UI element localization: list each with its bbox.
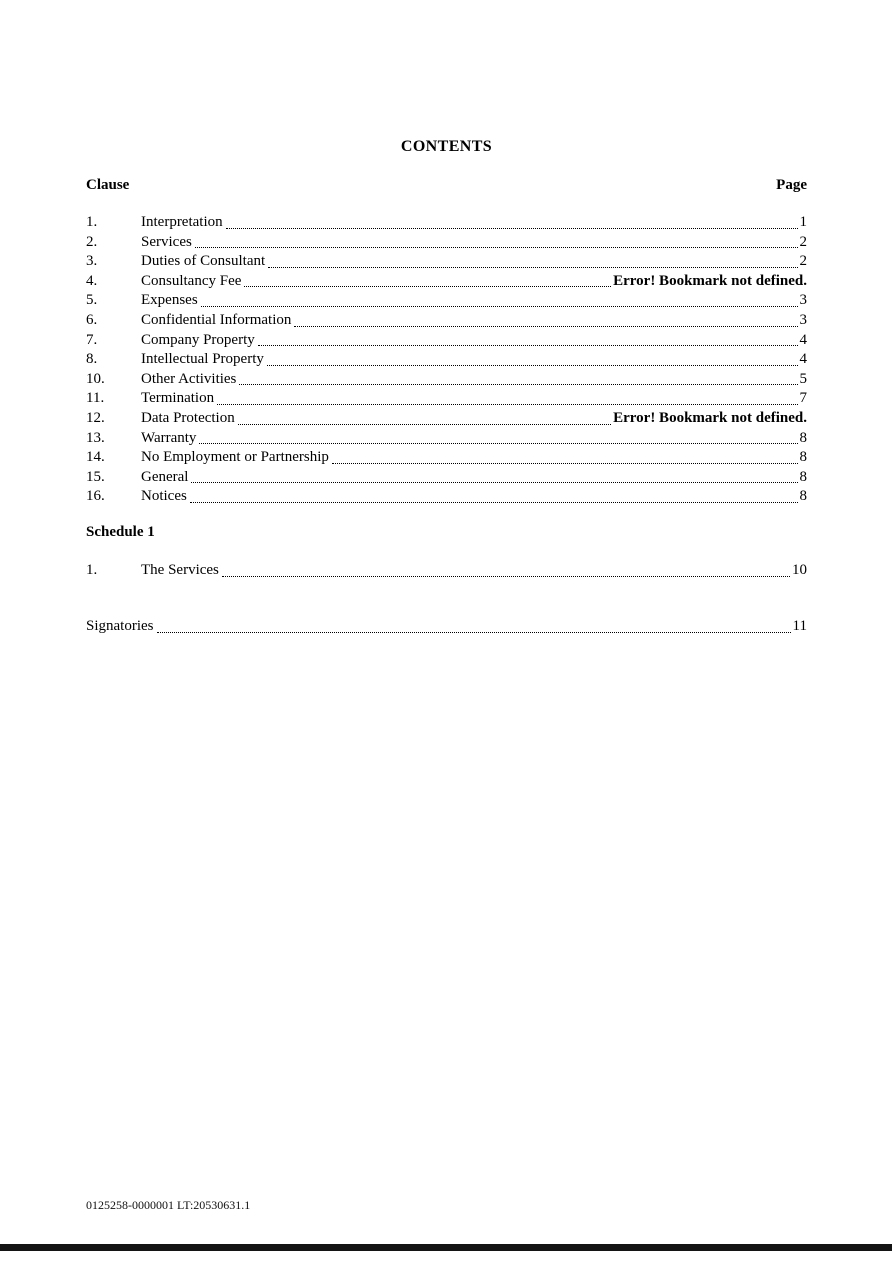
dot-leader — [157, 632, 791, 633]
dot-leader — [294, 326, 797, 327]
toc-page-number: 1 — [799, 214, 807, 230]
dot-leader — [332, 463, 798, 464]
toc-page-number: 8 — [799, 488, 807, 505]
toc-entry-title: Warranty — [141, 429, 197, 446]
toc-entry-title: Duties of Consultant — [141, 253, 266, 270]
dot-leader — [199, 443, 797, 444]
dot-leader — [201, 306, 798, 307]
toc-row[interactable] — [86, 331, 807, 351]
toc-entry-title: Other Activities — [141, 370, 237, 387]
toc-clause-number: 2. — [86, 233, 98, 250]
toc-clause-number: 11. — [86, 390, 105, 407]
toc-row[interactable] — [86, 291, 807, 311]
toc-clause-number: 4. — [86, 272, 98, 289]
toc-entry-title: Company Property — [141, 331, 255, 348]
toc-clause-number: 10. — [86, 370, 105, 387]
signatories-row[interactable] — [86, 617, 807, 637]
toc-page-number: 3 — [799, 292, 807, 309]
toc-column-header — [86, 177, 807, 194]
page-bottom-edge — [0, 1244, 892, 1251]
toc-page-number: 4 — [799, 331, 807, 348]
toc-row[interactable] — [86, 561, 807, 581]
dot-leader — [190, 502, 798, 503]
dot-leader — [238, 424, 611, 425]
toc-page-number: 2 — [799, 253, 807, 270]
dot-leader — [267, 365, 798, 366]
toc-row[interactable] — [86, 252, 807, 272]
toc-page-number: 2 — [799, 233, 807, 250]
toc-clause-number: 15. — [86, 468, 105, 485]
signatories-page-number: 11 — [792, 618, 807, 634]
toc-page-number: 5 — [799, 370, 807, 387]
toc-clause-number: 16. — [86, 488, 105, 505]
toc-row[interactable] — [86, 350, 807, 370]
toc-row[interactable] — [86, 448, 807, 468]
toc-row[interactable] — [86, 429, 807, 449]
toc-entry-title: Consultancy Fee — [141, 272, 242, 289]
toc-page-number: 3 — [799, 311, 807, 328]
toc-entry-title: Intellectual Property — [141, 351, 264, 368]
schedule-heading: Schedule 1 — [86, 524, 155, 540]
toc-page-number: 8 — [799, 429, 807, 446]
toc-clause-number: 14. — [86, 449, 105, 466]
clause-column-label: Clause — [86, 177, 130, 193]
toc-clause-number: 5. — [86, 292, 98, 309]
footer-document-reference: 0125258-0000001 LT:20530631.1 — [86, 1198, 251, 1212]
toc-list — [86, 213, 807, 507]
toc-entry-title: General — [141, 468, 189, 485]
toc-entry-title: Expenses — [141, 292, 198, 309]
toc-page-number: Error! Bookmark not defined. — [613, 272, 807, 289]
toc-entry-title: Interpretation — [141, 214, 223, 230]
toc-row[interactable] — [86, 213, 807, 233]
dot-leader — [244, 286, 611, 287]
dot-leader — [195, 247, 798, 248]
toc-clause-number: 6. — [86, 311, 98, 328]
toc-page-number: 10 — [792, 562, 807, 578]
toc-entry-title: No Employment or Partnership — [141, 449, 329, 466]
toc-entry-title: Notices — [141, 488, 187, 505]
toc-entry-title: Services — [141, 233, 192, 250]
toc-page-number: 7 — [799, 390, 807, 407]
dot-leader — [258, 345, 798, 346]
toc-row[interactable] — [86, 311, 807, 331]
toc-row[interactable] — [86, 370, 807, 390]
dot-leader — [226, 228, 798, 229]
toc-clause-number: 13. — [86, 429, 105, 446]
contents-title: CONTENTS — [400, 138, 493, 155]
signatories-label: Signatories — [86, 618, 154, 634]
toc-row[interactable] — [86, 272, 807, 292]
page-column-label: Page — [776, 177, 807, 193]
dot-leader — [268, 267, 797, 268]
toc-entry-title: Data Protection — [141, 409, 235, 426]
toc-clause-number: 3. — [86, 253, 98, 270]
dot-leader — [239, 384, 797, 385]
toc-clause-number: 12. — [86, 409, 105, 426]
toc-clause-number: 1. — [86, 562, 98, 578]
toc-row[interactable] — [86, 487, 807, 507]
toc-page-number: 4 — [799, 351, 807, 368]
toc-row[interactable] — [86, 468, 807, 488]
dot-leader — [217, 404, 797, 405]
toc-entry-title: Termination — [141, 390, 215, 407]
toc-clause-number: 7. — [86, 331, 98, 348]
schedule-toc-list — [86, 561, 807, 581]
toc-clause-number: 1. — [86, 214, 98, 230]
toc-row[interactable] — [86, 409, 807, 429]
toc-row[interactable] — [86, 389, 807, 409]
toc-page-number: 8 — [799, 449, 807, 466]
dot-leader — [222, 576, 790, 577]
toc-page-number: Error! Bookmark not defined. — [613, 409, 807, 426]
toc-page-number: 8 — [799, 468, 807, 485]
toc-entry-title: The Services — [141, 562, 219, 578]
toc-row[interactable] — [86, 233, 807, 253]
toc-entry-title: Confidential Information — [141, 311, 292, 328]
dot-leader — [191, 482, 797, 483]
toc-clause-number: 8. — [86, 351, 98, 368]
